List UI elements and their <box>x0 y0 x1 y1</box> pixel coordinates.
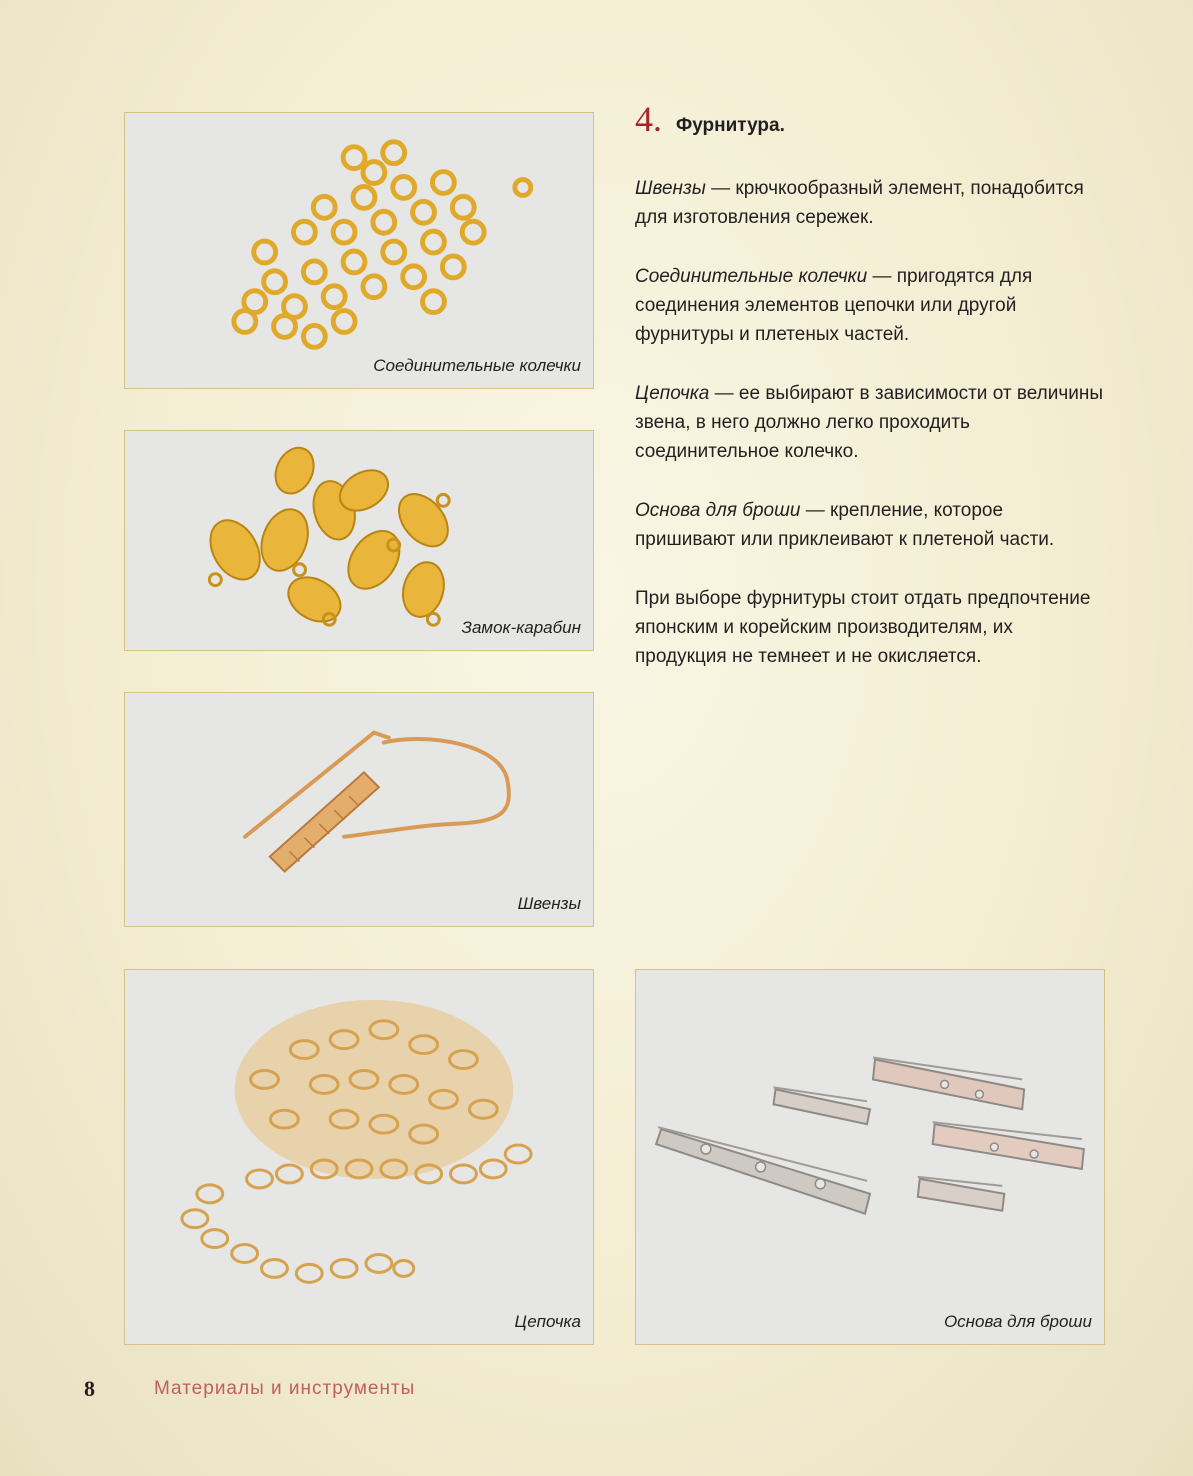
photo-caption: Основа для броши <box>943 1312 1092 1331</box>
photo-caption: Замок-карабин <box>461 618 581 637</box>
section-number: 4. <box>635 99 662 139</box>
paragraph-advice <box>635 584 1105 671</box>
photo-caption: Цепочка <box>514 1312 581 1331</box>
ear-wires-illustration <box>125 693 593 926</box>
section-heading <box>635 98 1105 140</box>
definition: — ее выбирают в зависимости от величины звена, в него должно легко проходить соединительное колечко. <box>635 383 1104 462</box>
photo-brooch-bases <box>635 969 1105 1345</box>
section-title: Фурнитура. <box>676 115 785 136</box>
term: Соединительные колечки <box>635 266 868 287</box>
photo-chain <box>124 969 594 1345</box>
term: Основа для броши <box>635 500 801 521</box>
paragraph-ear-wires <box>635 174 1105 232</box>
jump-rings-illustration <box>125 113 593 388</box>
photo-ear-wires <box>124 692 594 927</box>
page-number: 8 <box>84 1376 95 1401</box>
photo-caption: Соединительные колечки <box>373 356 581 375</box>
paragraph-brooch-base <box>635 496 1105 554</box>
chapter-title: Материалы и инструменты <box>154 1378 416 1399</box>
brooch-bases-illustration <box>636 970 1104 1344</box>
paragraph-jump-rings <box>635 262 1105 349</box>
definition: При выборе фурнитуры стоит отдать предпочтение японским и корейским производителям, их продукция не темнеет и не окисляется. <box>635 588 1091 667</box>
definition: — пригодятся для соединения элементов цепочки или другой фурнитуры и плетеных частей. <box>635 266 1033 345</box>
text-column <box>635 98 1105 701</box>
photo-caption: Швензы <box>517 894 581 913</box>
term: Цепочка <box>635 383 710 404</box>
chain-illustration <box>125 970 593 1344</box>
term: Швензы <box>635 178 706 199</box>
definition: — крепление, которое пришивают или приклеивают к плетеной части. <box>635 500 1055 550</box>
photo-lobster-clasps <box>124 430 594 651</box>
definition: — крючкообразный элемент, понадобится для изготовления сережек. <box>635 178 1084 228</box>
photo-jump-rings <box>124 112 594 389</box>
paragraph-chain <box>635 379 1105 466</box>
